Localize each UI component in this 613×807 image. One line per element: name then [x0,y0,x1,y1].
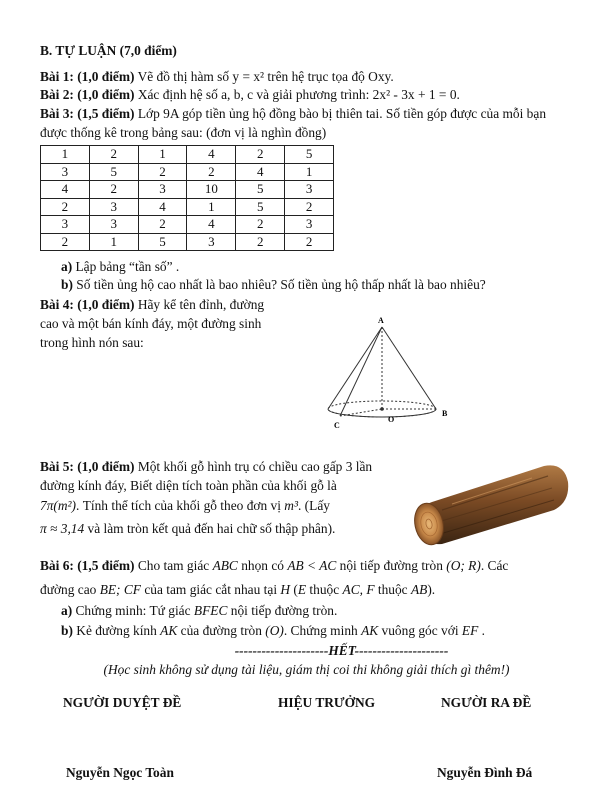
table-row [41,233,334,251]
table-cell: 1 [41,146,90,164]
bai3-label: Bài 3: (1,5 điểm) [40,106,135,121]
bai3-b-text: Số tiền ủng hộ cao nhất là bao nhiêu? Số tiền ủng hộ thấp nhất là bao nhiêu? [72,277,486,292]
bai3-a [61,259,179,275]
bai3-a-label: a) [61,259,73,274]
table-cell: 2 [236,146,285,164]
bai6-ineq: AB < AC [287,558,337,573]
table-row [41,181,334,199]
table-cell: 3 [285,181,334,199]
bai5-unit: m³ [284,498,298,513]
bai6-circle: (O; R) [446,558,481,573]
bai5-label: Bài 5: (1,0 điểm) [40,459,135,474]
bai5-line3 [40,497,330,514]
table-cell: 3 [187,233,236,251]
table-cell: 10 [187,181,236,199]
table-cell: 4 [138,198,187,216]
table-cell: 4 [187,216,236,234]
table-row [41,216,334,234]
bai6-b-t2: của đường tròn [177,623,266,638]
table-cell: 3 [41,216,90,234]
bai4-text: Hãy kể tên đỉnh, đường [134,297,265,312]
wood-log-image [412,460,572,546]
bai6-t7: ( [290,582,298,597]
bai3-b-label: b) [61,277,73,292]
bai6-t10: ). [427,582,436,597]
bai6-bfec: BFEC [193,603,228,618]
bai6-t1: Cho tam giác [134,558,213,573]
bai4-line2: cao và một bán kính đáy, một đường sinh [40,316,262,331]
table-cell: 2 [89,146,138,164]
donation-table [40,145,334,251]
cone-figure [318,312,468,432]
end-marker: ---------------------HẾT--------------------- [234,643,449,658]
bai6-b-t5: . [478,623,485,638]
table-cell: 5 [236,198,285,216]
table-cell: 5 [89,163,138,181]
bai2-text: Xác định hệ số a, b, c và giải phương trình: 2x² - 3x + 1 = 0. [134,87,460,102]
bai6-b-t3: . Chứng minh [283,623,362,638]
table-cell: 1 [138,146,187,164]
table-cell: 1 [89,233,138,251]
bai3-line2: được thống kê trong bảng sau: (đơn vị là nghìn đồng) [40,125,327,140]
bai6-a-t2: nội tiếp đường tròn. [227,603,338,618]
bai6-t2: nhọn có [237,558,288,573]
table-cell: 2 [236,216,285,234]
exam-note: (Học sinh không sử dụng tài liệu, giám thị coi thi không giải thích gì thêm!) [103,662,510,677]
bai5-text: Một khối gỗ hình trụ có chiều cao gấp 3 lần [134,459,373,474]
bai6-ak: AK [160,623,178,638]
bai5-line4 [40,520,335,537]
bai1-line [40,68,394,85]
table-cell: 4 [187,146,236,164]
table-cell: 2 [285,233,334,251]
bai6-line1 [40,557,508,574]
bai6-t3: nội tiếp đường tròn [336,558,447,573]
bai2-label: Bài 2: (1,0 điểm) [40,87,135,102]
table-cell: 4 [236,163,285,181]
bai6-h: H [280,582,291,597]
table-cell: 2 [41,198,90,216]
bai4-line3: trong hình nón sau: [40,335,144,350]
table-cell: 2 [41,233,90,251]
cone-label-c: C [334,421,340,430]
cone-label-o: O [388,415,395,424]
table-row [41,198,334,216]
table-row [41,146,334,164]
bai6-ak2: AK [361,623,379,638]
bai3-b [61,277,486,293]
bai5-line2: đường kính đáy, Biết diện tích toàn phần của khối gỗ là [40,478,337,493]
table-cell: 2 [138,216,187,234]
table-cell: 2 [138,163,187,181]
bai6-t8: thuộc [306,582,343,597]
table-cell: 3 [89,216,138,234]
bai5-line1 [40,458,372,475]
bai6-t5: đường cao [40,582,100,597]
cone-label-apex: A [378,316,384,325]
table-row [41,163,334,181]
table-cell: 3 [138,181,187,199]
bai6-t4: . Các [480,558,509,573]
signature-reviewer-title: NGƯỜI DUYỆT ĐỀ [63,695,182,710]
bai6-b-t4: vuông góc với [378,623,462,638]
bai6-t6: của tam giác cắt nhau tại [140,582,281,597]
signature-principal-title: HIỆU TRƯỞNG [278,695,376,710]
bai2-line [40,86,460,103]
cone-label-b: B [442,409,448,418]
bai1-label: Bài 1: (1,0 điểm) [40,69,135,84]
bai4-line1 [40,296,264,313]
bai3-line1 [40,105,546,122]
bai6-ef: EF [461,623,479,638]
bai5-line4-text: và làm tròn kết quả đến hai chữ số thập phân). [84,521,336,536]
bai1-text: Vẽ đồ thị hàm số y = x² trên hệ trục tọa độ Oxy. [134,69,394,84]
section-title: B. TỰ LUẬN (7,0 điểm) [40,43,177,58]
table-cell: 4 [41,181,90,199]
bai5-line3-end: . (Lấy [297,498,330,513]
bai6-ab: AB [410,582,428,597]
bai6-alts: BE; CF [99,582,141,597]
table-cell: 5 [236,181,285,199]
table-cell: 3 [89,198,138,216]
table-cell: 3 [41,163,90,181]
bai5-line3-text: . Tính thể tích của khối gỗ theo đơn vị [76,498,285,513]
table-cell: 5 [138,233,187,251]
table-cell: 3 [285,216,334,234]
signature-author-name: Nguyễn Đình Đá [437,765,533,780]
table-cell: 1 [187,198,236,216]
bai6-t9: thuộc [374,582,411,597]
table-cell: 5 [285,146,334,164]
bai4-label: Bài 4: (1,0 điểm) [40,297,135,312]
bai6-a-label: a) [61,603,73,618]
table-cell: 2 [285,198,334,216]
table-cell: 2 [187,163,236,181]
bai6-e: E [297,582,307,597]
bai6-b [61,623,485,639]
signature-author-title: NGƯỜI RA ĐỀ [441,695,532,710]
bai6-label: Bài 6: (1,5 điểm) [40,558,135,573]
bai6-o: (O) [265,623,284,638]
bai6-a-t1: Chứng minh: Tứ giác [72,603,194,618]
bai6-ac: AC, F [342,582,375,597]
bai5-pi: π ≈ 3,14 [40,521,85,536]
bai6-b-t1: Kẻ đường kính [72,623,161,638]
bai6-a [61,603,337,619]
bai5-area: 7π(m²) [40,498,77,513]
bai6-abc: ABC [212,558,238,573]
signature-reviewer-name: Nguyễn Ngọc Toàn [66,765,174,780]
table-cell: 1 [285,163,334,181]
bai6-line2 [40,581,435,598]
bai3-a-text: Lập bảng “tần số” . [72,259,180,274]
bai6-b-label: b) [61,623,73,638]
bai3-text: Lớp 9A góp tiền ủng hộ đồng bào bị thiên tai. Số tiền góp được của mỗi bạn [134,106,547,121]
table-cell: 2 [89,181,138,199]
table-cell: 2 [236,233,285,251]
